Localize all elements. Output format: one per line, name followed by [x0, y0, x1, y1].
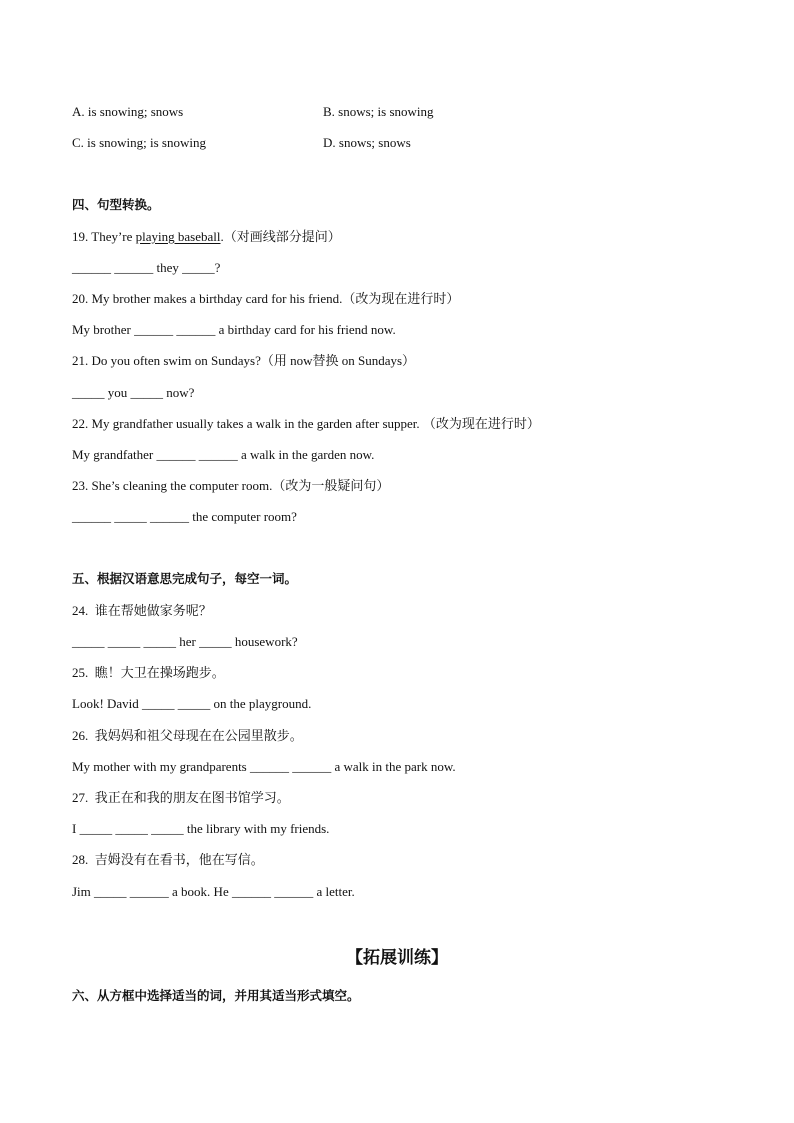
section-4-heading: 四、句型转换。	[72, 197, 160, 212]
answer-26: My mother with my grandparents ______ ______ a walk in the park now.	[72, 759, 456, 774]
answer-22: My grandfather ______ ______ a walk in the garden now.	[72, 447, 375, 462]
question-23: 23. She’s cleaning the computer room.（改为一般疑问句）	[72, 478, 390, 493]
question-19-underlined: playing baseball	[135, 229, 221, 244]
question-22: 22. My grandfather usually takes a walk in the garden after supper. （改为现在进行时）	[72, 416, 540, 431]
question-25: 25. 瞧！大卫在操场跑步。	[72, 665, 225, 680]
option-b: B. snows; is snowing	[323, 104, 434, 119]
answer-19: ______ ______ they _____?	[72, 260, 221, 275]
option-c: C. is snowing; is snowing	[72, 135, 206, 150]
answer-20: My brother ______ ______ a birthday card for his friend now.	[72, 322, 396, 337]
question-20: 20. My brother makes a birthday card for his friend.（改为现在进行时）	[72, 291, 460, 306]
extension-title: 【拓展训练】	[346, 948, 448, 968]
question-27: 27. 我正在和我的朋友在图书馆学习。	[72, 790, 290, 805]
answer-25: Look! David _____ _____ on the playground.	[72, 696, 312, 711]
question-19-before: 19. They’re	[72, 229, 136, 244]
question-28: 28. 吉姆没有在看书，他在写信。	[72, 852, 264, 867]
answer-27: I _____ _____ _____ the library with my friends.	[72, 821, 330, 836]
question-19-after: .（对画线部分提问）	[220, 229, 341, 244]
question-19	[72, 228, 341, 246]
section-6-heading: 六、从方框中选择适当的词，并用其适当形式填空。	[72, 988, 360, 1003]
answer-23: ______ _____ ______ the computer room?	[72, 509, 297, 524]
question-24: 24. 谁在帮她做家务呢？	[72, 603, 212, 618]
answer-28: Jim _____ ______ a book. He ______ ______ a letter.	[72, 884, 355, 899]
answer-24: _____ _____ _____ her _____ housework?	[72, 634, 298, 649]
question-26: 26. 我妈妈和祖父母现在在公园里散步。	[72, 728, 303, 743]
option-a: A. is snowing; snows	[72, 104, 184, 119]
option-d: D. snows; snows	[323, 135, 411, 150]
answer-21: _____ you _____ now?	[72, 385, 195, 400]
section-5-heading: 五、根据汉语意思完成句子，每空一词。	[72, 571, 298, 586]
question-21: 21. Do you often swim on Sundays?（用 now替换 on Sundays）	[72, 353, 416, 368]
